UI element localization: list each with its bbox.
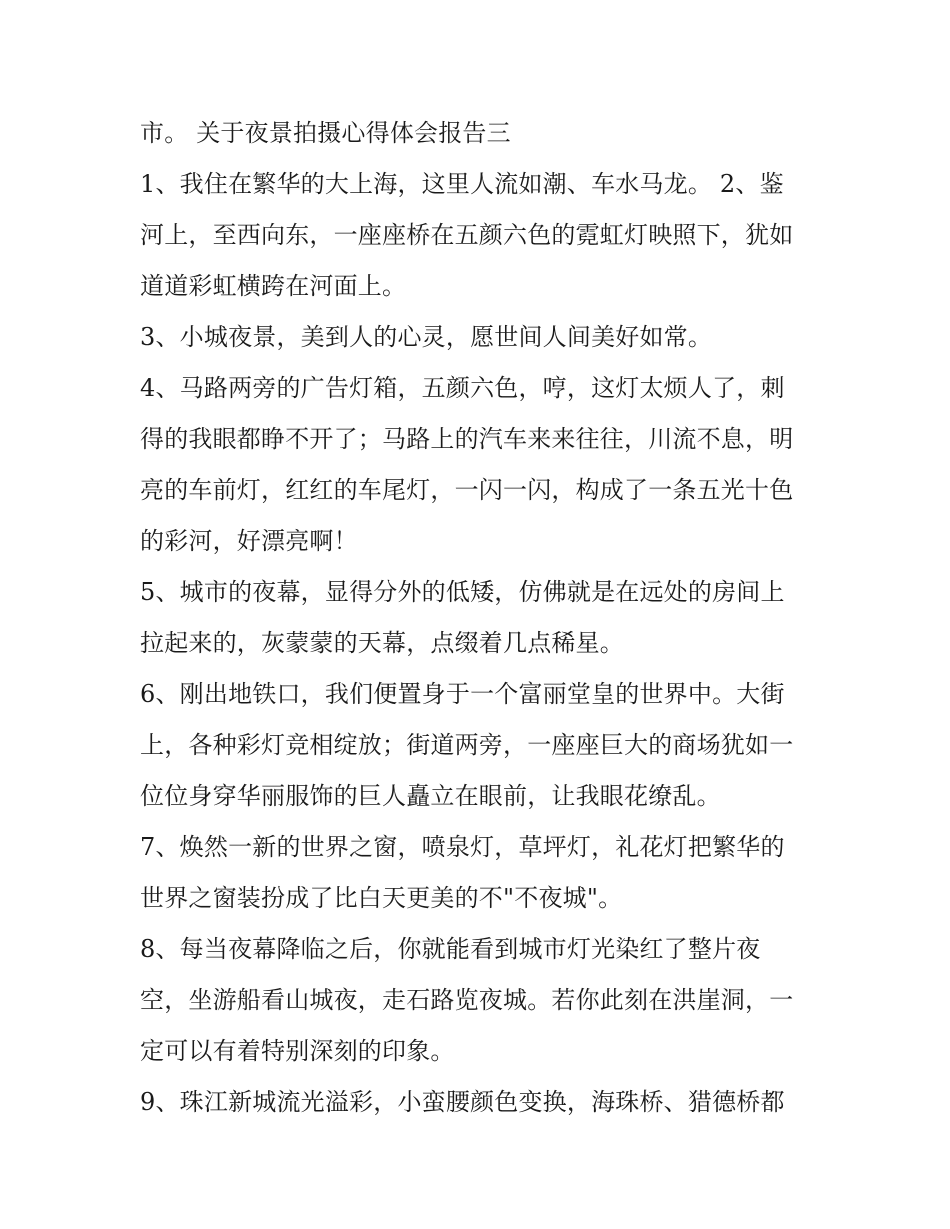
text-line-19: 定可以有着特别深刻的印象。 [140, 1037, 455, 1065]
text-line-13: 上，各种彩灯竞相绽放；街道两旁，一座座巨大的商场犹如一 [140, 731, 794, 759]
text-line-9: 的彩河，好漂亮啊！ [140, 527, 358, 555]
text-line-17: 8、每当夜幕降临之后，你就能看到城市灯光染红了整片夜 [140, 935, 761, 963]
text-line-16: 世界之窗装扮成了比白天更美的不"不夜城"。 [140, 884, 623, 912]
text-line-7: 得的我眼都睁不开了；马路上的汽车来来往往，川流不息，明 [140, 425, 794, 453]
text-line-14: 位位身穿华丽服饰的巨人矗立在眼前，让我眼花缭乱。 [140, 782, 721, 810]
text-line-10: 5、城市的夜幕，显得分外的低矮，仿佛就是在远处的房间上 [140, 578, 785, 606]
text-line-18: 空，坐游船看山城夜，走石路览夜城。若你此刻在洪崖洞，一 [140, 986, 794, 1014]
text-line-15: 7、焕然一新的世界之窗，喷泉灯，草坪灯，礼花灯把繁华的 [140, 833, 785, 861]
text-line-2: 1、我住在繁华的大上海，这里人流如潮、车水马龙。 2、鉴 [140, 170, 784, 198]
text-line-6: 4、马路两旁的广告灯箱，五颜六色，哼，这灯太烦人了，刺 [140, 374, 785, 402]
text-line-1: 市。 关于夜景拍摄心得体会报告三 [140, 119, 511, 147]
text-line-8: 亮的车前灯，红红的车尾灯，一闪一闪，构成了一条五光十色 [140, 476, 794, 504]
text-line-4: 道道彩虹横跨在河面上。 [140, 272, 407, 300]
text-line-12: 6、刚出地铁口，我们便置身于一个富丽堂皇的世界中。大街 [140, 680, 785, 708]
text-line-11: 拉起来的，灰蒙蒙的天幕，点缀着几点稀星。 [140, 629, 624, 657]
document-body [140, 108, 816, 1128]
text-line-3: 河上，至西向东，一座座桥在五颜六色的霓虹灯映照下，犹如 [140, 221, 794, 249]
text-line-5: 3、小城夜景，美到人的心灵，愿世间人间美好如常。 [140, 323, 713, 351]
text-line-20: 9、珠江新城流光溢彩，小蛮腰颜色变换，海珠桥、猎德桥都 [140, 1088, 785, 1116]
